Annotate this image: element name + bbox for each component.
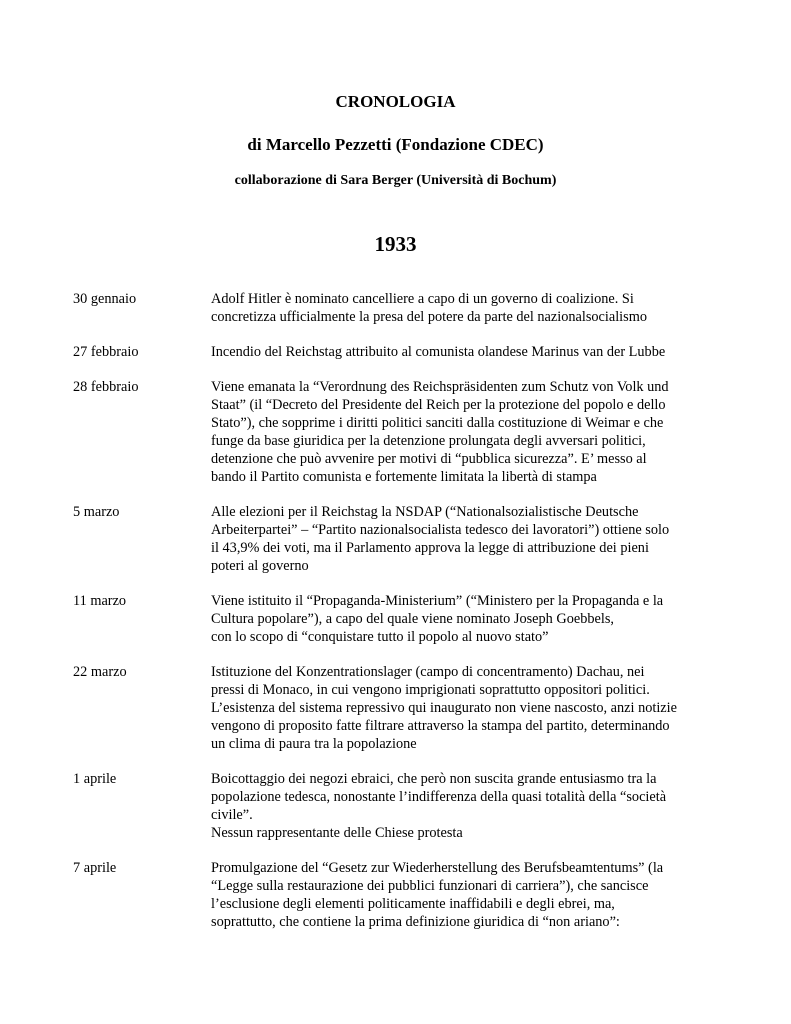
- entry-text-line: popolazione tedesca, nonostante l’indifferenza della quasi totalità della “società: [211, 789, 667, 805]
- author-line: di Marcello Pezzetti (Fondazione CDEC): [247, 135, 544, 154]
- chronology-entry: [73, 503, 733, 575]
- entry-text-line: Incendio del Reichstag attribuito al comunista olandese Marinus van der Lubbe: [211, 344, 666, 360]
- entry-text-line: Alle elezioni per il Reichstag la NSDAP (“Nationalsozialistische Deutsche: [211, 504, 639, 520]
- chronology-entry: [73, 343, 733, 361]
- entry-text-line: bando il Partito comunista e fortemente limitata la libertà di stampa: [211, 469, 597, 485]
- entry-text: [211, 503, 733, 575]
- entry-text-line: poteri al governo: [211, 558, 309, 574]
- entry-text: [211, 343, 733, 361]
- chronology-entry: [73, 290, 733, 326]
- entry-text-line: funge da base giuridica per la detenzione prolungata degli avversari politici,: [211, 433, 646, 449]
- entry-text-line: un clima di paura tra la popolazione: [211, 736, 417, 752]
- entry-text-line: Staat” (il “Decreto del Presidente del Reich per la protezione del popolo e dello: [211, 397, 666, 413]
- entry-date: 27 febbraio: [73, 344, 139, 360]
- entry-text-line: pressi di Monaco, in cui vengono imprigionati soprattutto oppositori politici.: [211, 682, 650, 698]
- entry-text-line: “Legge sulla restaurazione dei pubblici funzionari di carriera”), che sancisce: [211, 878, 649, 894]
- entry-text-line: Nessun rappresentante delle Chiese protesta: [211, 825, 463, 841]
- chronology-entry: [73, 770, 733, 842]
- entry-date: 28 febbraio: [73, 379, 139, 395]
- entry-text-line: Istituzione del Konzentrationslager (campo di concentramento) Dachau, nei: [211, 664, 645, 680]
- entry-text-line: vengono di proposito fatte filtrare attraverso la stampa del partito, determinando: [211, 718, 670, 734]
- entry-text-line: il 43,9% dei voti, ma il Parlamento approva la legge di attribuzione dei pieni: [211, 540, 649, 556]
- entry-text-line: Viene istituito il “Propaganda-Ministerium” (“Ministero per la Propaganda e la: [211, 593, 664, 609]
- chronology-entry: [73, 663, 733, 753]
- entry-text-line: Promulgazione del “Gesetz zur Wiederherstellung des Berufsbeamtentums” (la: [211, 860, 664, 876]
- entry-text-line: concretizza ufficialmente la presa del potere da parte del nazionalsocialismo: [211, 309, 647, 325]
- entry-text: [211, 770, 733, 842]
- entry-text-line: L’esistenza del sistema repressivo qui inaugurato non viene nascosto, anzi notizie: [211, 700, 677, 716]
- chronology-entry: [73, 378, 733, 486]
- entry-text-line: civile”.: [211, 807, 253, 823]
- entry-text-line: Boicottaggio dei negozi ebraici, che però non suscita grande entusiasmo tra la: [211, 771, 657, 787]
- entry-date: 1 aprile: [73, 771, 117, 787]
- chronology-entry: [73, 859, 733, 931]
- entry-text-line: soprattutto, che contiene la prima definizione giuridica di “non ariano”:: [211, 914, 620, 930]
- entry-text-line: detenzione che può avvenire per motivi di “pubblica sicurezza”. E’ messo al: [211, 451, 647, 467]
- entry-text: [211, 663, 733, 753]
- entry-date: 30 gennaio: [73, 291, 137, 307]
- document-title: CRONOLOGIA: [335, 92, 456, 111]
- entry-text: [211, 859, 733, 931]
- entry-date: 5 marzo: [73, 504, 120, 520]
- collaboration-line: collaborazione di Sara Berger (Università di Bochum): [234, 173, 557, 188]
- chronology-list: [73, 290, 733, 948]
- year-heading: 1933: [374, 232, 417, 256]
- entry-text: [211, 378, 733, 486]
- entry-text-line: Arbeiterpartei” – “Partito nazionalsocialista tedesco dei lavoratori”) ottiene solo: [211, 522, 670, 538]
- entry-text: [211, 290, 733, 326]
- entry-date: 11 marzo: [73, 593, 127, 609]
- entry-date: 22 marzo: [73, 664, 127, 680]
- entry-text-line: Adolf Hitler è nominato cancelliere a capo di un governo di coalizione. Si: [211, 291, 634, 307]
- entry-text-line: Viene emanata la “Verordnung des Reichspräsidenten zum Schutz von Volk und: [211, 379, 669, 395]
- chronology-entry: [73, 592, 733, 646]
- entry-date: 7 aprile: [73, 860, 117, 876]
- entry-text-line: con lo scopo di “conquistare tutto il popolo al nuovo stato”: [211, 629, 549, 645]
- entry-text-line: l’esclusione degli elementi politicamente inaffidabili e degli ebrei, ma,: [211, 896, 615, 912]
- entry-text: [211, 592, 733, 646]
- entry-text-line: Cultura popolare”), a capo del quale viene nominato Joseph Goebbels,: [211, 611, 614, 627]
- entry-text-line: Stato”), che sopprime i diritti politici sanciti dalla costituzione di Weimar e che: [211, 415, 664, 431]
